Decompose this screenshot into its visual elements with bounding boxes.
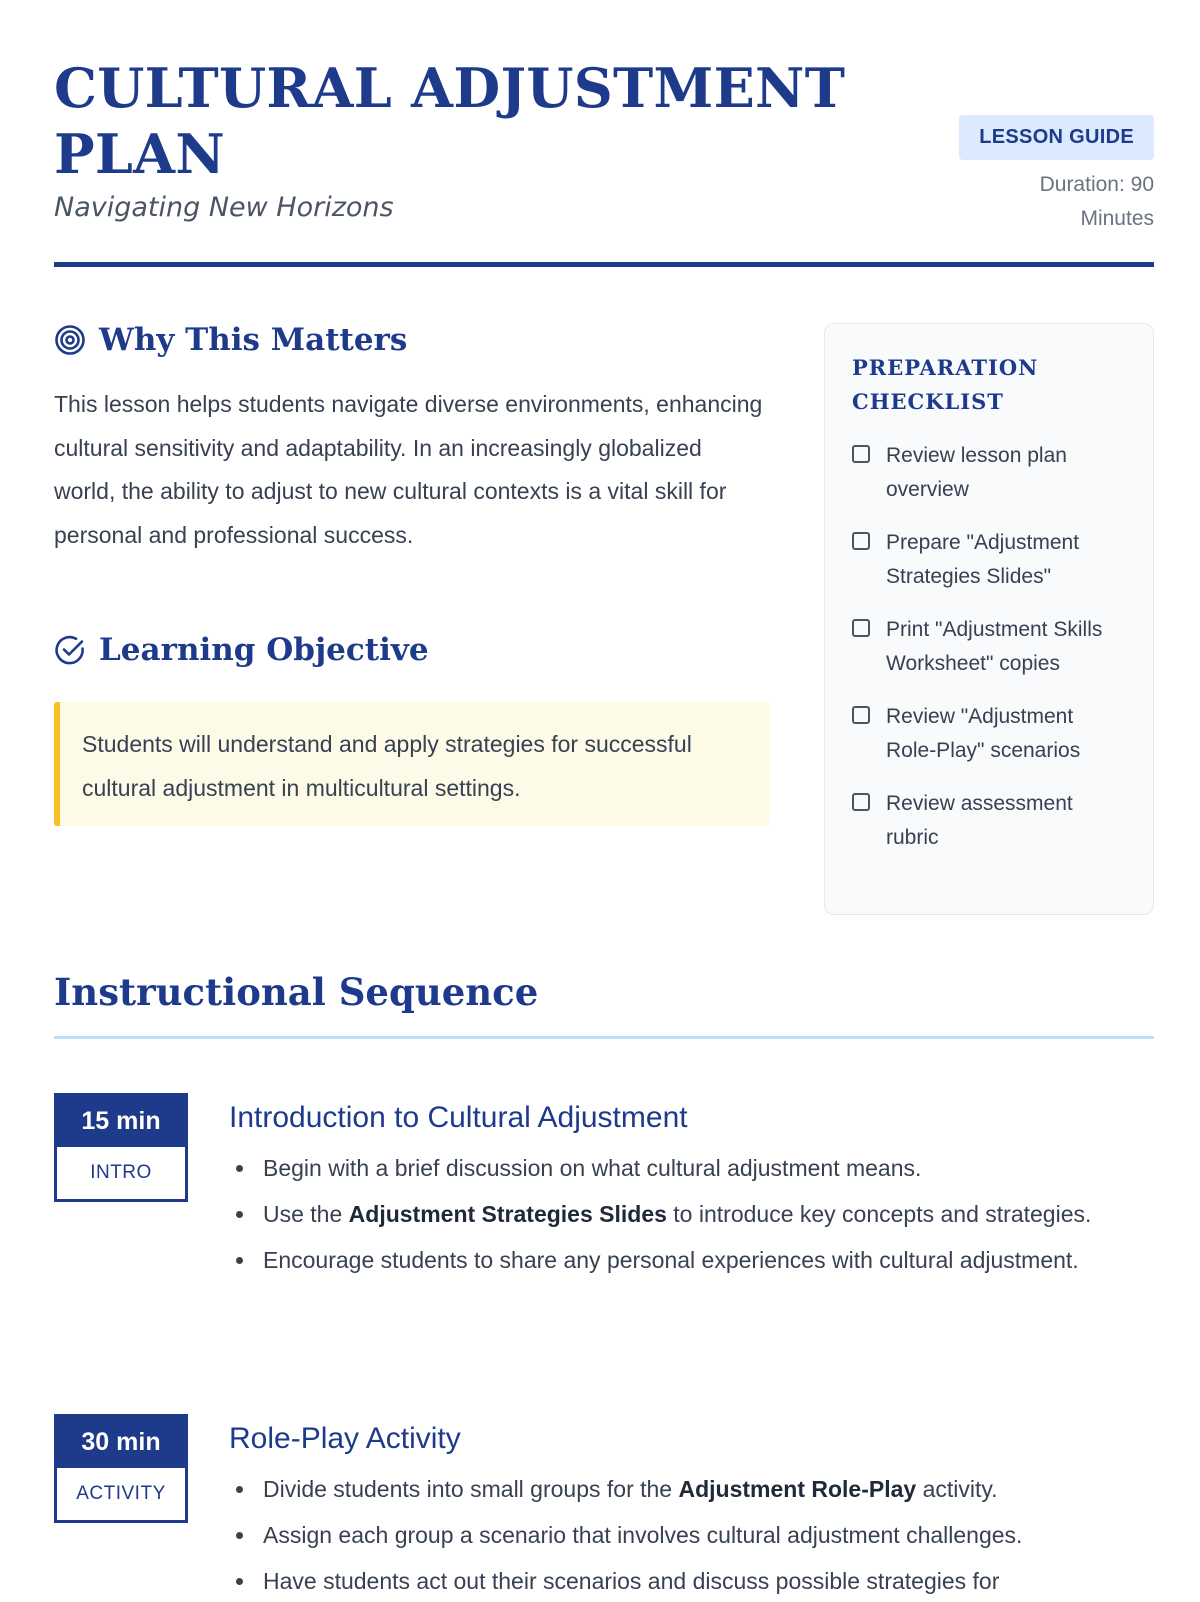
time-block [54,1093,188,1202]
objective-callout [54,702,770,826]
bullet-text: Have students act out their scenarios and discuss possible strategies for [263,1568,1000,1594]
checklist-item-label: Review assessment rubric [886,792,1073,849]
lesson-guide-badge: LESSON GUIDE [959,115,1154,160]
why-heading-label: Why This Matters [99,322,408,358]
bullet-text: Use the [263,1201,349,1227]
step-bullet [229,1561,1154,1602]
objective-heading [54,632,429,668]
header-divider [54,262,1154,267]
resource-name: Adjustment Strategies Slides [348,1201,667,1227]
checklist-item-label: Review "Adjustment Role-Play" scenarios [886,705,1081,762]
why-paragraph: This lesson helps students navigate diverse environments, enhancing cultural sensitivity and adaptability. In an increasingly globalized world, the ability to adjust to new cultural contexts is a vital skill for personal and professional success. [54,391,763,548]
bullet-text: to introduce key concepts and strategies. [666,1201,1092,1227]
lesson-page [54,0,1154,1600]
target-icon [54,324,86,356]
bullet-text: Divide students into small groups for the [263,1476,679,1502]
checkbox[interactable] [852,793,870,811]
step-duration: 30 min [57,1417,185,1468]
checklist-item-label: Print "Adjustment Skills Worksheet" copies [886,618,1103,675]
step-body [229,1414,1154,1602]
step-bullet [229,1469,1154,1510]
step-bullet [229,1148,1154,1189]
step-title: Role-Play Activity [229,1422,461,1455]
checklist-item[interactable] [852,700,1127,768]
checkbox[interactable] [852,532,870,550]
preparation-checklist [824,323,1154,915]
checklist-item[interactable] [852,787,1127,855]
page-subtitle: Navigating New Horizons [54,192,394,223]
checklist-item-label: Prepare "Adjustment Strategies Slides" [886,531,1080,588]
duration-label: Duration: 90 Minutes [1039,173,1154,230]
step-tag: INTRO [90,1162,152,1183]
time-block [54,1414,188,1523]
step-tag: ACTIVITY [76,1483,166,1504]
checklist-item[interactable] [852,613,1127,681]
checkbox[interactable] [852,706,870,724]
sequence-title: Instructional Sequence [54,970,539,1014]
bullet-text: Begin with a brief discussion on what cultural adjustment means. [263,1155,922,1181]
checklist-item[interactable] [852,526,1127,594]
step-bullets [229,1148,1154,1281]
checkbox[interactable] [852,619,870,637]
check-circle-icon [54,634,86,666]
step-title: Introduction to Cultural Adjustment [229,1101,688,1134]
checklist-item[interactable] [852,439,1127,507]
header [54,55,1154,267]
step-body [229,1093,1154,1281]
bullet-text: Assign each group a scenario that involves cultural adjustment challenges. [263,1522,1023,1548]
why-heading [54,322,407,358]
page-title: CULTURAL ADJUSTMENT PLAN [54,56,846,186]
step-bullet [229,1194,1154,1235]
step-bullet [229,1240,1154,1281]
resource-name: Adjustment Role-Play [678,1476,917,1502]
step-bullets [229,1469,1154,1602]
checkbox[interactable] [852,445,870,463]
checklist-item-label: Review lesson plan overview [886,444,1067,501]
step-bullet [229,1515,1154,1556]
bullet-text: Encourage students to share any personal experiences with cultural adjustment. [263,1247,1079,1273]
objective-heading-label: Learning Objective [99,632,429,668]
bullet-text: activity. [916,1476,998,1502]
step-duration: 15 min [57,1096,185,1147]
checklist-title: PREPARATION CHECKLIST [852,355,1039,414]
objective-text: Students will understand and apply strategies for successful cultural adjustment in multicultural settings. [82,731,692,801]
sequence-divider [54,1036,1154,1039]
